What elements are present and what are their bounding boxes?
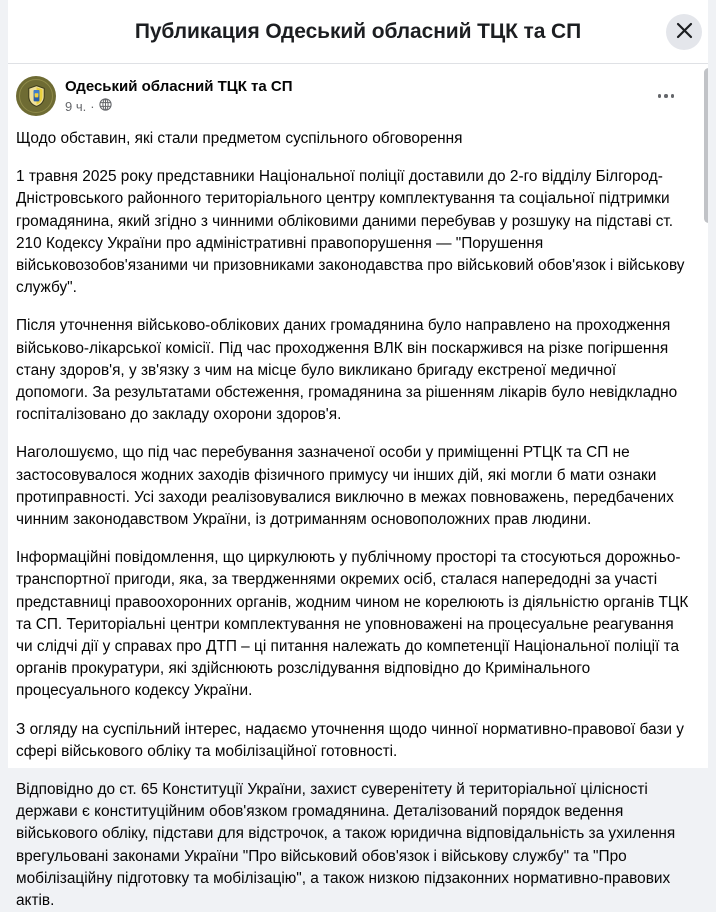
close-icon (676, 22, 693, 42)
more-dot-3 (671, 94, 675, 98)
author-name[interactable]: Одеський обласний ТЦК та СП (65, 78, 293, 95)
post-paragraph: Наголошуємо, що під час перебування зазначеної особи у приміщенні РТЦК та СП не застосовувалося жодних заходів фізичного примусу чи інших дій, які могли б мати ознаки протиправності. Усі заходи реалізовувалися виключно в межах повноважень, передбачених чинним законодавством України, із дотриманням основоположних прав людини. (16, 444, 674, 529)
post-subline (65, 98, 293, 115)
author-meta (65, 76, 293, 115)
page-title: Публикация Одеський обласний ТЦК та СП (134, 19, 582, 43)
more-options-button[interactable] (650, 80, 682, 112)
more-dot-2 (664, 94, 668, 98)
more-dot-1 (658, 94, 662, 98)
page-edge-left (0, 0, 8, 768)
post-scroll-area[interactable] (0, 64, 716, 910)
post-paragraph: Відповідно до ст. 65 Конституції України, захист суверенітету й територіальної цілісності держави є конституційним обов'язком громадянина. Деталізований порядок ведення військового обліку, підстави для відстрочок, а також юридична відповідальність за ухилення врегульовані законами України "Про військовий обов'язок і військову службу" та "Про мобілізаційну підготовку та мобілізацію", а також низкою підзаконних нормативно-правових актів. (16, 781, 676, 910)
post-paragraph: З огляду на суспільний інтерес, надаємо уточнення щодо чинної нормативно-правової бази у сфері військового обліку та мобілізаційної готовності. (16, 720, 684, 760)
shield-icon (28, 85, 45, 107)
post-paragraph: Щодо обставин, які стали предметом суспільного обговорення (16, 130, 463, 147)
post-paragraph: Після уточнення військово-облікових даних громадянина було направлено на проходження військово-лікарської комісії. Під час проходження ВЛК він поскаржився на різке погіршення стану здоров'я, у зв'язку з чим на місце було викликано бригаду екстреної медичної допомоги. За результатами обстеження, громадянина за рішенням лікарів було невідкладно госпіталізовано до закладу охорони здоров'я. (16, 317, 678, 424)
post-body-text (16, 122, 700, 912)
post-author-row (16, 64, 700, 122)
globe-public-icon[interactable] (99, 98, 112, 115)
post-paragraph: 1 травня 2025 року представники Національної поліції доставили до 2-го відділу Білгород-Дністровського районного територіального центру комплектування та соціальної підтримки громадянина, який згідно з чинними обліковими даними перебував у розшуку на підставі ст. 210 Кодексу України про адміністративні правопорушення — "Порушення військовозобов'язаними чи призовниками законодавства про військовий обов'язок і військову службу". (16, 168, 685, 297)
modal-header (0, 0, 716, 64)
close-button[interactable] (666, 14, 702, 50)
avatar[interactable] (16, 76, 56, 116)
post-paragraph: Інформаційні повідомлення, що циркулюють у публічному просторі та стосуються дорожньо-транспортної пригоди, яка, за твердженнями окремих осіб, сталася напередодні за участі представниці правоохоронних органів, жодним чином не корелюють із діяльністю органів ТЦК та СП. Територіальні центри комплектування не уповноважені на процесуальне реагування чи слідчі дії у справах про ДТП – ці питання належать до компетенції Національної поліції та органів прокуратури, які здійснюють розслідування відповідно до Кримінального процесуального кодексу України. (16, 549, 689, 700)
subline-separator: · (90, 98, 95, 114)
page-edge-right (708, 0, 716, 768)
post-timestamp[interactable]: 9 ч. (65, 98, 87, 114)
